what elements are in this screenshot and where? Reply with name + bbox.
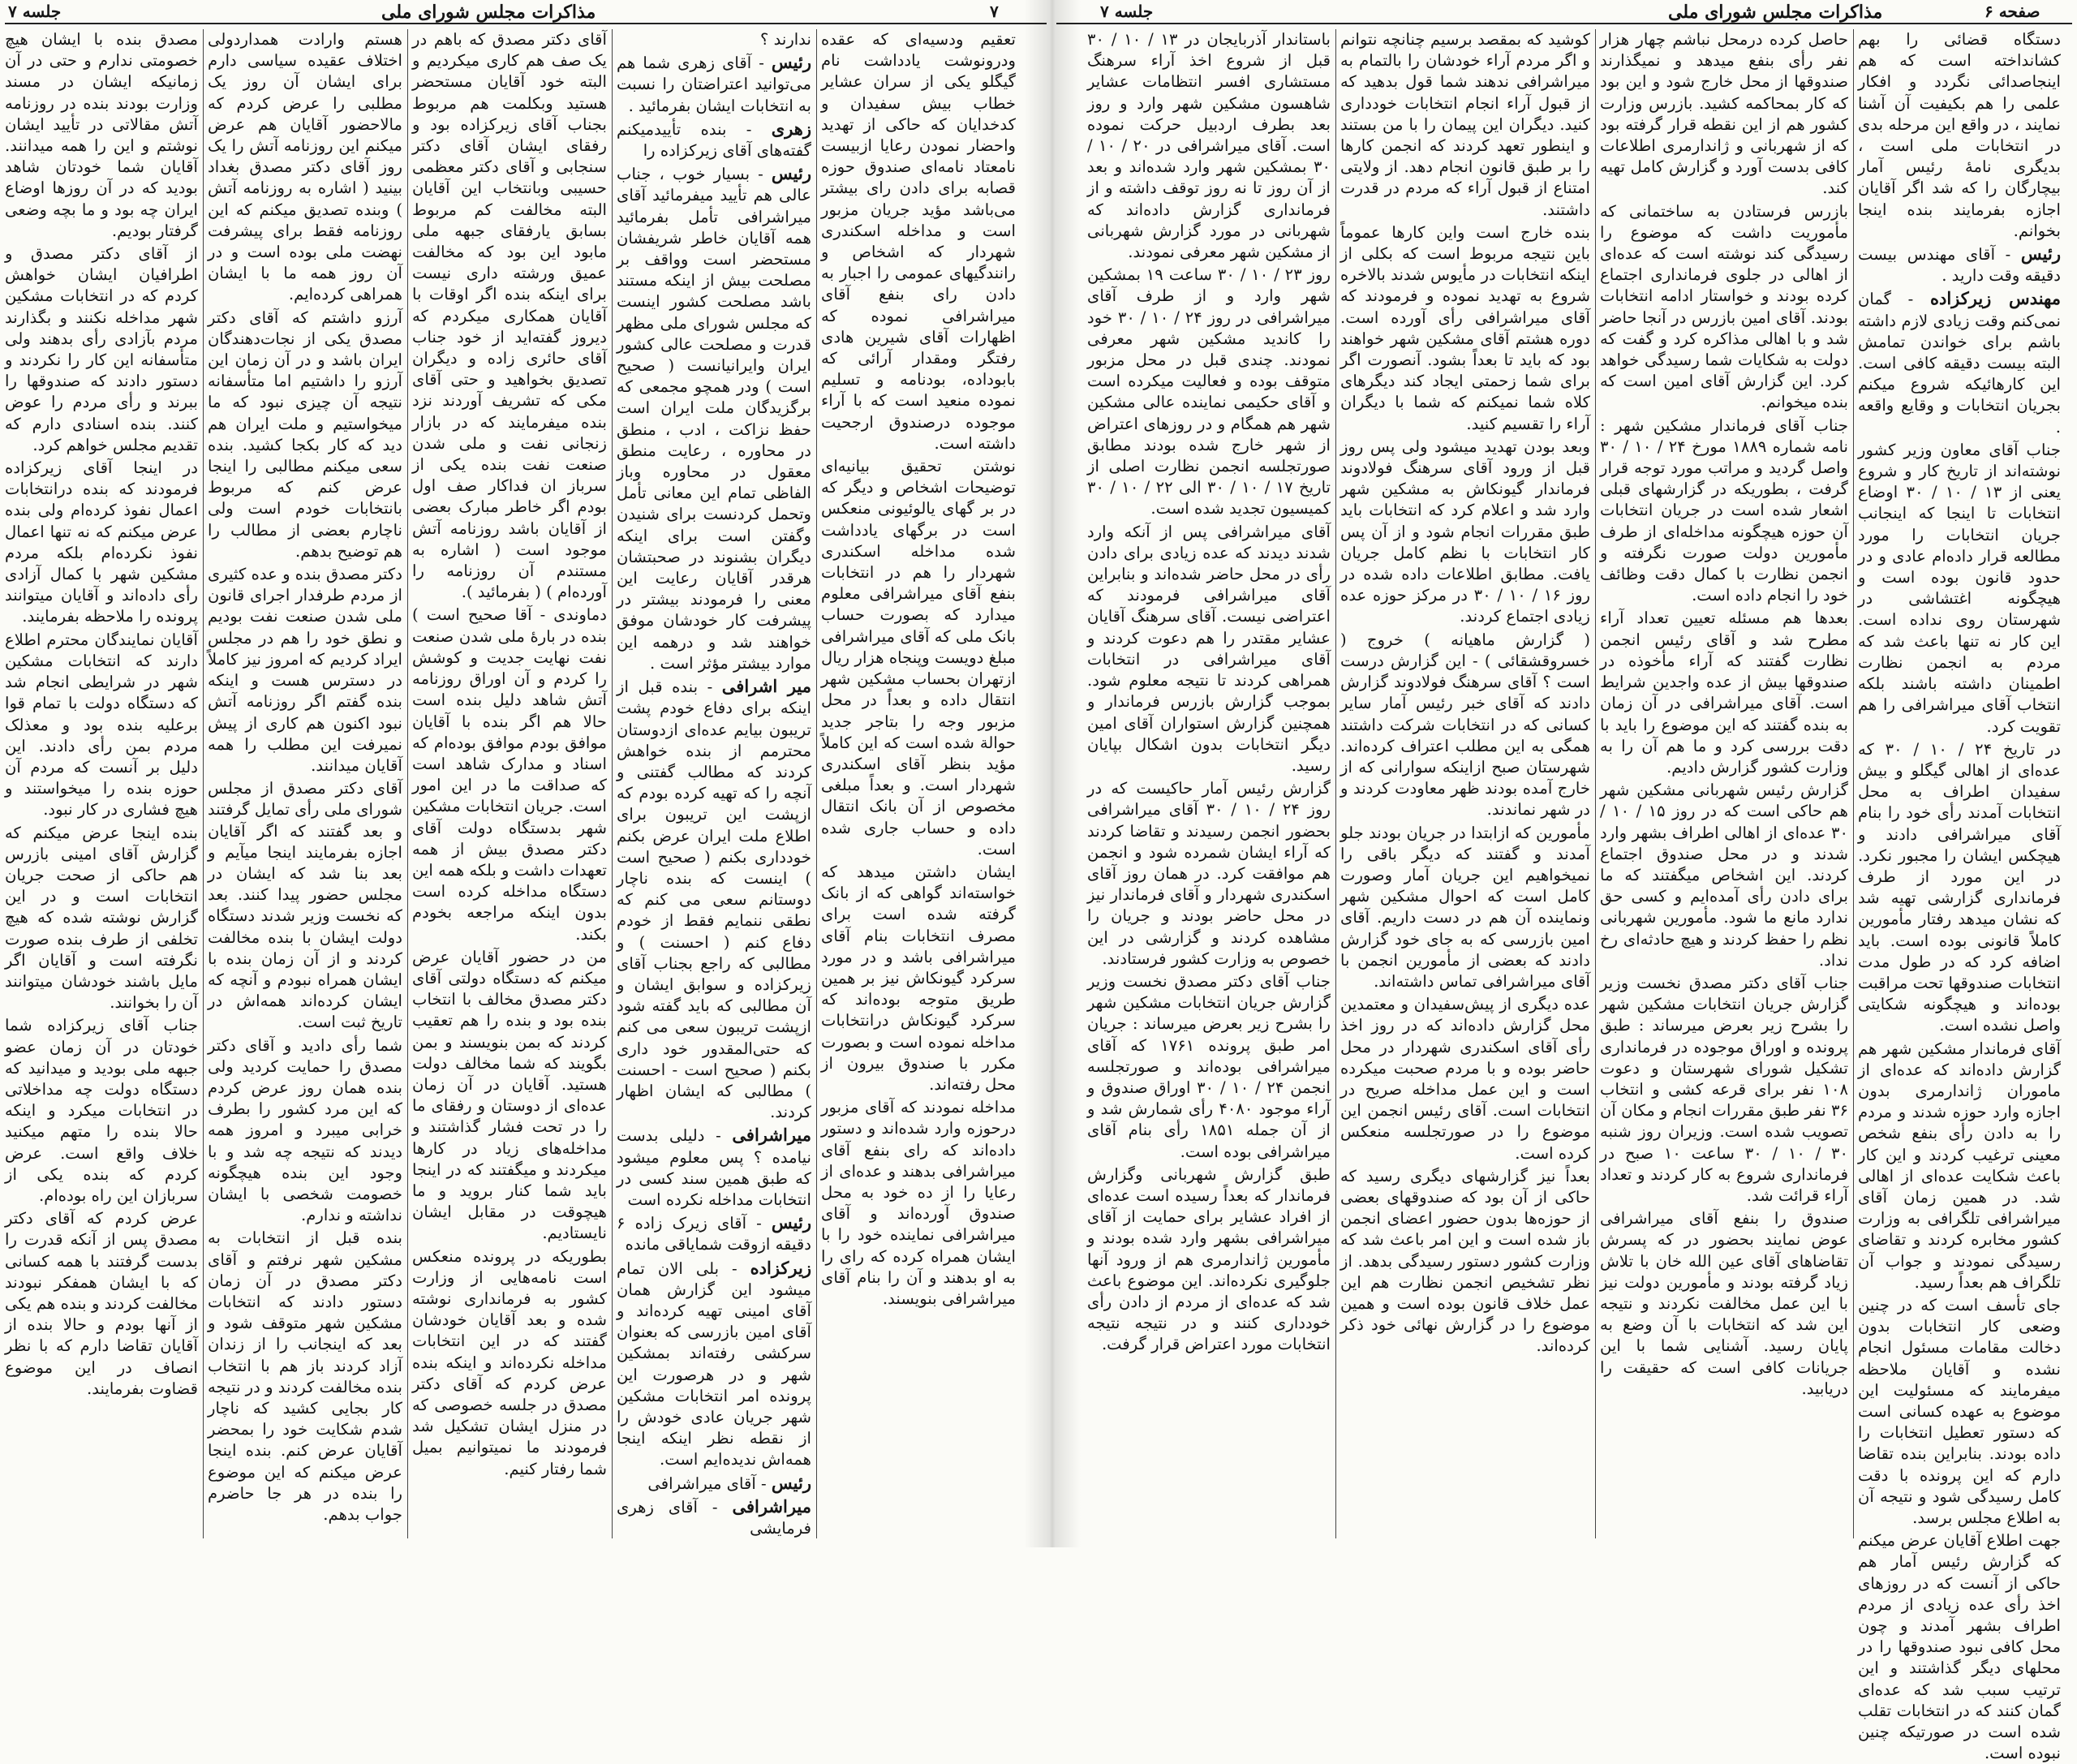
paragraph bbox=[1340, 1166, 1590, 1357]
paragraph bbox=[821, 1097, 1016, 1310]
paragraph-text: عده دیگری از پیش‌سفیدان و معتمدین محل گزارش داده‌اند که در روز اخذ رأی آقای اسکندری شهردار در محل حاضر بوده و با مردم صحبت میکرده است و این عمل مداخله صریح در انتخابات است. آقای رئیس انجمن این موضوع را در صورتجلسه منعکس کرده است. bbox=[1340, 995, 1590, 1163]
column-divider bbox=[1595, 29, 1596, 1538]
paragraph bbox=[617, 29, 811, 50]
paragraph-text: عرض کردم که آقای دکتر مصدق پس از آنکه قدرت را بدست گرفتند با همه کسانی که با ایشان همفکر نبودند مخالفت کردند و بنده هم یکی از آنها بودم و حالا بنده از آقایان تقاضا دارم که با نظر انصاف در این موضوع قضاوت بفرمایند. bbox=[5, 1209, 198, 1398]
paragraph bbox=[5, 1208, 198, 1400]
paragraph-text: شما رأی دادید و آقای دکتر مصدق را حمایت کردید ولی بنده همان روز عرض کردم که این مرد کشور را بطرف خرابی میبرد و امروز همه دیدند که نتیجه چه شد و با وجود این بنده هیچگونه خصومت شخصی با ایشان نداشته و ندارم. bbox=[208, 1035, 402, 1225]
paragraph-text: گزارش رئیس آمار حاکیست که در روز ۲۴ / ۱۰ / ۳۰ آقای میراشرافی بحضور انجمن رسیدند و تقاضا کردند که آراء ایشان شمرده شود و انجمن هم موافقت کرد. در همان روز آقای اسکندری شهردار و آقای فرماندار نیز در محل حاضر بودند و جریان را مشاهده کردند و گزارشی در این خصوص به وزارت کشور فرستادند. bbox=[1087, 779, 1331, 968]
paragraph bbox=[1087, 522, 1331, 777]
paragraph bbox=[1087, 778, 1331, 970]
right-column-4 bbox=[1087, 29, 1331, 1538]
paragraph bbox=[821, 456, 1016, 860]
paragraph-text: دماوندی - آقا صحیح است ) بنده در بارهٔ ملی شدن صنعت نفت نهایت جدیت و کوشش را کردم و آن اوراق روزنامه آتش شاهد دلیل بنده است حالا هم اگر بنده با آقایان موافق بودم موافق بوده‌ام که اسناد و مدارک شاهد است که صداقت ما در این امور است. جریان انتخابات مشکین شهر بدستگاه دولت آقای دکتر مصدق بیش از همه تعهدات داشت و بلکه همه این دستگاه مداخله کرده است بدون اینکه مراجعه بخودم بکند. bbox=[412, 605, 607, 944]
paragraph-text: تعقیم ودسیه‌ای که عقده ودرونوشت یادداشت نام گیگلو یکی از سران عشایر خطاب بیش سفیدان و کدخدایان که حاکی از تهدید واحضار نمودن رعایا ازبیست نامعتاد نامه‌ای صندوق حوزه قصابه برای دادن رای بیشتر می‌باشد مؤید جریان مزبور است و مداخله اسکندری شهردار که اشخاص و رانندگیهای عمومی را اجبار به دادن رای بنفع آقای میراشرافی نموده که اظهارات آقای شیرین هادی رفتگر ومقدار آرائی که بابوداده، بودنامه و تسلیم نموده منعید است که با آراء موجوده درصندوق ارجحیت داشته است. bbox=[821, 30, 1016, 453]
paragraph bbox=[1340, 630, 1590, 821]
speaker-name: میراشرافی bbox=[732, 1125, 811, 1146]
paragraph bbox=[617, 1258, 811, 1471]
paragraph-text: آقای دکتر مصدق از مجلس شورای ملی رأی تمایل گرفتند و بعد گفتند که اگر آقایان اجازه بفرمایند اینجا میآیم و بعد بنا شد که ایشان در مجلس حضور پیدا کنند. بعد که نخست وزیر شدند دستگاه دولت ایشان با بنده مخالفت کردند و از آن زمان بنده با ایشان همراه نبودم و آنچه که ایشان کرده‌اند همه‌اش در تاریخ ثبت است. bbox=[208, 779, 402, 1032]
column-divider bbox=[407, 29, 408, 1538]
left-header-rule bbox=[5, 23, 1047, 24]
right-column-2 bbox=[1600, 29, 1848, 1538]
paragraph bbox=[1600, 973, 1848, 1207]
paragraph-text: - دلیلی بدست نیامده ؟ پس معلوم میشود که طبق همین سند کسی در انتخابات مداخله نکرده است bbox=[617, 1126, 811, 1209]
paragraph-text: - آقای زیرک زاده ۶ دقیقه ازوقت شمایاقی مانده bbox=[617, 1214, 811, 1254]
column-divider bbox=[816, 29, 817, 1538]
right-column-3 bbox=[1340, 29, 1590, 1538]
paragraph bbox=[208, 564, 402, 777]
paragraph-text: وبعد بودن تهدید میشود ولی پس روز قبل از ورود آقای سرهنگ فولادوند فرماندار گیونکاش به مشکین شهر وارد شد و اعلام کرد که انتخابات باید طبق مقررات انجام شود و از آن پس کار انتخابات با نظم کامل جریان یافت. مطابق اطلاعات داده شده در روز ۱۶ / ۱۰ / ۳۰ در مرکز حوزه عده زیادی اجتماع کردند. bbox=[1340, 437, 1591, 626]
paragraph bbox=[208, 29, 402, 306]
right-page-session: جلسه ۷ bbox=[1100, 2, 1154, 21]
paragraph-text: - بسیار خوب ، جناب عالی هم تأیید میفرمائید آقای میراشرافی تأمل بفرمائید همه آقایان خاطر شریفشان مستحضر است وواقف بر مصلحت بیش از اینکه مستند باشد مصلحت کشور اینست که مجلس شورای ملی مظهر قدرت و مصلحت عالی کشور ایران وایرانیانست ( صحیح است ) ودر همچو مجمعی که برگزیدگان ملت ایران است حفظ نزاکت ، ادب ، منطق در محاوره ، رعایت منطق معقول در محاوره وباز الفاظی تمام این معانی تأمل وتحمل کردنست برای شنیدن وگفتن است برای اینکه دیگران بشنوند در صحبتشان هرقدر آقایان رعایت این معنی را فرمودند بیشتر در پیشرفت کار خودشان موفق خواهند شد و درهمه این موارد بیشتر مؤثر است . bbox=[617, 165, 811, 673]
paragraph bbox=[412, 947, 607, 1245]
paragraph-text: مداخله نمودند که آقای مزبور درحوزه وارد شده‌اند و دستور داده‌اند که رای بنفع آقای میراشرافی بدهند و عده‌ای از رعایا را از ده خود به محل صندوق آورده‌اند و آقای میراشرافی نماینده خود را با ایشان همراه کرده که رای را به او بدهند و آن را بنام آقای میراشرافی بنویسند. bbox=[821, 1098, 1016, 1308]
paragraph bbox=[208, 1228, 402, 1525]
paragraph bbox=[208, 1035, 402, 1227]
speaker-name: میر اشرافی bbox=[721, 676, 811, 697]
paragraph bbox=[1340, 222, 1590, 435]
paragraph-text: مأمورین که ازابتدا در جریان بودند جلو آمدند و گفتند که دیگر باقی را نمیخواهیم این جریان آمار وصورت کامل است که احوال مشکین شهر ونماینده آن هم در دست داریم. آقای امین بازرسی که به جای خود گزارش دادند که بعضی از مأمورین انجمن با آقای میراشرافی تماس داشته‌اند. bbox=[1340, 823, 1590, 991]
paragraph-text: - گمان نمی‌کنم وقت زیادی لازم داشته باشم برای خواندن تمامش البته بیست دقیقه کافی است. این کارهائیکه شروع میکنم بجریان انتخابات و وقایع واقعه . bbox=[1858, 290, 2061, 437]
paragraph-text: جناب آقای معاون وزیر کشور نوشته‌اند از تاریخ کار و شروع یعنی از ۱۳ / ۱۰ / ۳۰ اوضاع انتخابات تا اینجا که اینجانب جریان انتخابات را مورد مطالعه قرار داده‌ام عادی و در حدود قانون بوده است و هیچگونه اغتشاشی در شهرستان روی نداده است. این کار نه تنها باعث شد که مردم به انجمن نظارت اطمینان داشته باشند بلکه انتخاب آقای میراشرافی را هم تقویت کرد. bbox=[1858, 440, 2062, 736]
paragraph-text: دکتر مصدق بنده و عده کثیری از مردم طرفدار اجرای قانون ملی شدن صنعت نفت بودیم و نطق خود را هم در مجلس ایراد کردیم که امروز نیز کاملاً در دسترس هست و اینکه بنده گفتم اگر روزنامه آتش نبود اکنون هم کاری از پیش نمیرفت این مطلب را همه آقایان میدانند. bbox=[208, 565, 402, 775]
paragraph bbox=[617, 1125, 811, 1211]
paragraph bbox=[5, 823, 198, 1014]
paragraph-text: - بنده تأییدمیکنم گفته‌های آقای زیرکزاده را bbox=[617, 119, 811, 161]
left-column-2 bbox=[617, 29, 811, 1538]
left-page-title: مذاکرات مجلس شورای ملی bbox=[381, 2, 596, 23]
paragraph-text: جهت اطلاع آقایان عرض میکنم که گزارش رئیس آمار هم حاکی از آنست که در روزهای اخذ رأی عده زیادی از مردم اطراف بشهر آمدند و چون محل کافی نبود صندوقها را در محلهای دیگر گذاشتند و این ترتیب سبب شد که عده‌ای گمان کنند که در انتخابات تقلب شده است در صورتیکه چنین نبوده است. bbox=[1858, 1531, 2061, 1763]
paragraph-text: طبق گزارش شهربانی وگزارش فرماندار که بعداً رسیده است عده‌ای از افراد عشایر برای حمایت از آقای میراشرافی بشهر وارد شده بودند و مأمورین ژاندارمری هم از ورود آنها جلوگیری نکرده‌اند. این موضوع باعث شد که عده‌ای از مردم از دادن رأی خودداری کنند و در نتیجه نتیجه انتخابات مورد اعتراض قرار گرفت. bbox=[1087, 1164, 1331, 1354]
paragraph bbox=[5, 458, 198, 628]
paragraph bbox=[1858, 1530, 2061, 1764]
paragraph-text: من در حضور آقایان عرض میکنم که دستگاه دولتی آقای دکتر مصدق مخالف با انتخاب بنده بود و بنده را هم تعقیب کردند که بمن بنویسند و بمن بگویند که شما مخالف دولت هستید. آقایان در آن زمان عده‌ای از دوستان و رفقای ما را در تحت فشار گذاشتند و مداخله‌های زیاد در کارها میکردند و میگفتند که در اینجا باید شما کنار بروید و ما هیچوقت در مقابل ایشان نایستادیم. bbox=[412, 947, 607, 1243]
paragraph-text: جناب آقای دکتر مصدق نخست وزیر گزارش جریان انتخابات مشکین شهر را بشرح زیر بعرض میرساند : طبق پرونده و اوراق موجوده در فرمانداری تشکیل شورای شهرستان و دعوت ۱۰۸ نفر برای قرعه کشی و انتخاب ۳۶ نفر طبق مقررات انجام و مکان آن تصویب شده است. وزیران روز شنبه ۳۰ / ۱۰ / ۳۰ ساعت ۱۰ صبح در فرمانداری شروع به کار کردند و تعداد آراء قرائت شد. bbox=[1600, 973, 1848, 1205]
paragraph bbox=[1858, 288, 2061, 437]
paragraph bbox=[821, 862, 1016, 1095]
paragraph bbox=[1858, 29, 2061, 242]
left-column-3 bbox=[412, 29, 607, 1538]
right-page-title: مذاکرات مجلس شورای ملی bbox=[1668, 2, 1883, 23]
paragraph-text: - بلی الان تمام میشود این گزارش همان آقای امینی تهیه کرده‌اند و آقای امین بازرسی که بعنوان سرکشی رفته‌اند بمشکین شهر و در هرصورت این پرونده امر انتخابات مشکین شهر جریان عادی خودش را از نقطه نظر اینکه اینجا همه‌اش ندیده‌ایم است. bbox=[617, 1258, 811, 1469]
paragraph bbox=[1600, 29, 1848, 200]
paragraph bbox=[1858, 440, 2061, 738]
right-page-number: صفحه ۶ bbox=[1985, 2, 2040, 21]
paragraph-text: بازرس فرستادن به ساختمانی که مأموریت داشت که موضوع را رسیدگی کند نوشته است که عده‌ای از اهالی در جلوی فرمانداری اجتماع کرده بودند و خواستار ادامه انتخابات بودند. آقای امین بازرس در آنجا حاضر شد و با اهالی مذاکره کرد و گفت که دولت به شکایات شما رسیدگی خواهد کرد. این گزارش آقای امین است که بنده میخوانم. bbox=[1600, 201, 1848, 412]
paragraph-text: کوشید که بمقصد برسیم چنانچه نتوانم و اگر مردم آراء خودشان را بالتمام به میراشرافی ندهند شما قول بدهید که از قبول آراء انجام انتخابات خودداری کنید. دیگران این پیمان را با من بستند و اینطور تعهد کردند که انجمن کارها را بر طبق قانون انجام دهد. از ولایتی امتناع از قبول آراء که مردم در قدرت داشتند. bbox=[1340, 30, 1590, 219]
paragraph bbox=[1600, 201, 1848, 414]
paragraph bbox=[5, 1015, 198, 1207]
speaker-name: رئیس bbox=[771, 52, 811, 73]
paragraph bbox=[1858, 1039, 2061, 1293]
paragraph bbox=[1600, 1208, 1848, 1400]
paragraph-text: آقای دکتر مصدق که باهم در یک صف هم کاری میکردیم و البته خود آقایان مستحضر هستید وبکلمت هم مربوط بجناب آقای زیرکزاده بود و رفقای ایشان آقای دکتر سنجابی و آقای دکتر معظمی حسیبی وبانتخاب این آقایان البته مخالفت کم مربوط بسابق یارفقای جبهه ملی مابود این بود که مخالفت عمیق ورشته داری نیست برای اینکه بنده اگر اوقات با آقایان همکاری میکردم که دیروز گفته‌اید از خود جناب آقای حائری زاده و دیگران تصدیق بخواهید و حتی آقای مکی که تشریف آوردند نزد بنده میفرمایند که در بازار زنجانی نفت و ملی شدن صنعت نفت بنده یکی از سرباز ان فداکار صف اول بودم اگر خاطر مبارک بعضی از آقایان باشد روزنامه آتش موجود است ( اشاره به مستندم آن روزنامه را آورده‌ام ) ( بفرمائید ). bbox=[412, 30, 607, 602]
paragraph bbox=[5, 29, 198, 242]
right-page-header bbox=[1051, 0, 2077, 23]
speaker-name: رئیس bbox=[771, 1472, 811, 1493]
paragraph-text: ایشان داشتن میدهد که خواسته‌اند گواهی که از بانک گرفته شده است برای مصرف انتخابات بنام آقای میراشرافی باشد و در مورد سرکرد گیونکاش نیز بر همین طریق متوجه بوده‌اند که سرکرد گیونکاش درانتخابات مداخله نموده است و بصورت مکرر با صندوق بیرون از محل رفته‌اند. bbox=[821, 862, 1016, 1094]
left-column-4 bbox=[208, 29, 402, 1538]
left-page-header bbox=[0, 0, 1051, 23]
paragraph-text: مصدق بنده با ایشان هیچ خصومتی ندارم و حتی در آن زمانیکه ایشان در مسند وزارت بودند بنده در روزنامه آتش مقالاتی در تأیید ایشان نوشتم و این را همه میدانند. آقایان شما خودتان شاهد بودید که در آن روزها اوضاع ایران چه بود و ما بچه وضعی گرفتار بودیم. bbox=[5, 30, 198, 240]
paragraph-text: بنده قبل از انتخابات به مشکین شهر نرفتم و آقای دکتر مصدق در آن زمان دستور دادند که انتخابات مشکین شهر متوقف شود و بعد که اینجانب را از زندان آزاد کردند باز هم با انتخاب بنده مخالفت کردند و در نتیجه کار بجایی کشید که ناچار شدم شکایت خود را بمحضر آقایان عرض کنم. بنده اینجا عرض میکنم که این موضوع را بنده در هر جا حاضرم جواب بدهم. bbox=[208, 1228, 402, 1525]
paragraph-text: جناب آقای دکتر مصدق نخست وزیر گزارش جریان انتخابات مشکین شهر را بشرح زیر بعرض میرساند : جریان امر طبق پرونده ۱۷۶۱ که آقای میراشرافی بوده‌اند و صورتجلسه انجمن ۲۴ / ۱۰ / ۳۰ اوراق صندوق و آراء موجود ۴۰۸۰ رأی شمارش شد و از آن جمله ۱۸۵۱ رأی بنام آقای میراشرافی بوده است. bbox=[1087, 971, 1331, 1161]
paragraph bbox=[208, 308, 402, 562]
paragraph-text: آقای میراشرافی پس از آنکه وارد شدند دیدند که عده زیادی برای دادن رأی در محل حاضر شده‌اند و بنابراین آقای میراشرافی فرمودند که اعتراضی نیست. آقای سرهنگ آقایان عشایر مقتدر را هم دعوت کردند و آقای میراشرافی در انتخابات همراهی کردند تا نتیجه معلوم شود. بموجب گزارش بازرس فرماندار و همچنین گزارش استواران آقای امین دیگر انتخابات بدون اشکال بپایان رسید. bbox=[1087, 522, 1331, 775]
left-page-number: ۷ bbox=[990, 2, 999, 21]
paragraph-text: آقای فرماندار مشکین شهر هم گزارش داده‌اند که عده‌ای از ماموران ژاندارمری بدون اجازه وارد حوزه شدند و مردم را به دادن رأی بنفع شخص معینی ترغیب کردند و این کار باعث شکایت عده‌ای از اهالی شد. در همین زمان آقای میراشرافی تلگرافی به وزارت کشور مخابره کردند و تقاضای رسیدگی نمودند و جواب آن تلگراف هم بعداً رسید. bbox=[1858, 1039, 2061, 1292]
paragraph bbox=[1600, 415, 1848, 607]
binding-gutter bbox=[1024, 0, 1081, 1547]
paragraph bbox=[5, 630, 198, 821]
paragraph bbox=[1340, 437, 1590, 628]
paragraph-text: باستاندار آذربایجان در ۱۳ / ۱۰ / ۳۰ قبل از شروع اخذ آراء سرهنگ مستشاری افسر انتظامات عشایر شاهسون مشکین شهر وارد و روز بعد بطرف اردبیل حرکت نموده است. آقای میراشرافی در ۲۰ / ۱۰ / ۳۰ بمشکین شهر وارد شده‌اند و بعد از آن روز تا نه روز توقف داشته و از فرمانداری گزارش داده‌اند که شهربانی در مورد گزارش شهربانی از مشکین شهر معرفی نمودند. bbox=[1087, 30, 1331, 262]
paragraph bbox=[5, 243, 198, 456]
paragraph-text: حاصل کرده درمحل نباشم چهار هزار نفر رأی بنفع میدهد و نمیگذارند صندوقها از محل خارج شود و این بود که کار بمحاکمه کشید. بازرس وزارت کشور هم از این نقطه قرار گرفته بود که از شهربانی و ژاندارمری اطلاعات کافی بدست آورد و گزارش کامل تهیه کند. bbox=[1600, 30, 1848, 198]
paragraph bbox=[1087, 971, 1331, 1163]
paragraph bbox=[1858, 243, 2061, 286]
speaker-name: رئیس bbox=[771, 1212, 811, 1233]
paragraph bbox=[617, 1496, 811, 1539]
paragraph bbox=[617, 1212, 811, 1255]
paragraph bbox=[617, 52, 811, 117]
paragraph-text: آقایان نمایندگان محترم اطلاع دارند که انتخابات مشکین شهر در شرایطی انجام شد که دستگاه دولت با تمام قوا برعلیه بنده بود و معذلک مردم بمن رأی دادند. این دلیل بر آنست که مردم آن حوزه بنده را میخواستند و هیچ فشاری در کار نبود. bbox=[5, 630, 198, 820]
paragraph bbox=[617, 1473, 811, 1495]
paragraph bbox=[1340, 29, 1590, 221]
paragraph-text: دستگاه قضائی را بهم کشانداخته است که هم اینجاصدائی نگردد و افکار علمی را هم بکیفیت آن آشنا نمایند ، در واقع این مرحله بدی در انتخابات ملی است ، بدیگری نامهٔ رئیس آمار بیچارگان را که شد اگر آقایان اجازه بفرمایند بنده اینجا بخوانم. bbox=[1858, 30, 2061, 240]
paragraph-text: - آقای زهری شما هم می‌توانید اعتراضتان را نسبت به انتخابات ایشان بفرمائید . bbox=[617, 54, 811, 115]
paragraph-text: جناب آقای فرماندار مشکین شهر : نامه شماره ۱۸۸۹ مورخ ۲۴ / ۱۰ / ۳۰ واصل گردید و مراتب مورد توجه قرار گرفت ، بطوریکه در گزارشهای قبلی اشعار شده است در جریان انتخابات آن حوزه هیچگونه مداخله‌ای از طرف مأمورین دولت صورت نگرفته و انجمن نظارت با کمال دقت وظائف خود را انجام داده است. bbox=[1600, 415, 1848, 605]
paragraph bbox=[617, 118, 811, 161]
speaker-name: میراشرافی bbox=[732, 1495, 812, 1517]
paragraph bbox=[617, 676, 811, 1123]
paragraph bbox=[1858, 739, 2061, 1037]
column-divider bbox=[203, 29, 204, 1538]
left-column-5 bbox=[5, 29, 198, 1538]
column-divider bbox=[1853, 29, 1854, 1538]
speaker-name: رئیس bbox=[771, 163, 811, 184]
speaker-name: مهندس زیرکزاده bbox=[1929, 288, 2061, 309]
paragraph bbox=[1600, 608, 1848, 778]
paragraph bbox=[208, 778, 402, 1033]
paragraph bbox=[1087, 1164, 1331, 1356]
paragraph-text: بنده اینجا عرض میکنم که گزارش آقای امینی بازرس هم حاکی از صحت جریان انتخابات است و در این گزارش نوشته شده که هیچ تخلفی از طرف بنده صورت نگرفته است و آقایان اگر مایل باشند خودشان میتوانند آن را بخوانند. bbox=[5, 823, 198, 1013]
paragraph bbox=[412, 1246, 607, 1480]
paragraph-text: هستم وارادت همداردولی اختلاف عقیده سیاسی دارم برای ایشان آن روز یک مطلبی را عرض کردم که مالاحضور آقایان هم عرض میکنم این روزنامه آتش را یک روز آقای دکتر مصدق بغداد بینید ( اشاره به روزنامه آتش ) وبنده تصدیق میکنم که این روزنامه فقط برای پیشرفت نهضت ملی بوده است و در آن روز همه ما با ایشان همراهی کرده‌ایم. bbox=[208, 30, 402, 304]
paragraph-text: در اینجا آقای زیرکزاده فرمودند که بنده درانتخابات اعمال نفوذ کرده‌ام ولی بنده عرض میکنم که نه تنها اعمال نفوذ نکرده‌ام بلکه مردم مشکین شهر با کمال آزادی رأی داده‌اند و آقایان میتوانند پرونده را ملاحظه بفرمایند. bbox=[5, 458, 198, 626]
paragraph bbox=[1087, 29, 1331, 263]
paragraph-text: - آقای میراشرافی bbox=[647, 1474, 767, 1493]
paragraph bbox=[1600, 780, 1848, 971]
paragraph-text: - آقای مهندس بیست دقیقه وقت دارید . bbox=[1858, 245, 2061, 286]
paragraph bbox=[617, 163, 811, 674]
paragraph-text: - بنده قبل از اینکه برای دفاع خودم پشت تریبون بیایم عده‌ای ازدوستان محترمم از بنده خواهش کردند که مطالب گفتنی و آنچه را که تهیه کرده بودم که ازپشت این تریبون برای اطلاع ملت ایران عرض بکنم خودداری بکنم ( صحیح است ) اینست که بنده ناچار دوستانم سعی می کنم که نطقی ننمایم فقط از خودم دفاع کنم ( احسنت ) و مطالبی که راجع بجناب آقای زیرکزاده و سوابق ایشان و آن مطالبی که باید گفته شود ازپشت تریبون سعی می کنم که حتی‌المقدور خود داری بکنم ( صحیح است - احسنت ) مطالبی که ایشان اظهار کردند. bbox=[617, 678, 811, 1122]
paragraph bbox=[412, 604, 607, 944]
left-page bbox=[0, 0, 1051, 1547]
paragraph-text: نوشتن تحقیق بیانیه‌ای توضیحات اشخاص و دیگر که در بر گهای یالوئیونی منعکس است در برگهای یادداشت شده مداخله اسکندری شهردار را هم در انتخابات بنفع آقای میراشرافی معلوم میدارد که بصورت حساب بانک ملی که آقای میراشرافی مبلغ دویست وپنجاه هزار ریال ازتهران بحساب مشکین شهر انتقال داده و بعداً در محل مزبور وجه را بتاجر جدید حوالة شده است که این کاملاً مؤید بنظر آقای اسکندری شهردار است. و بعداً مبلغی مخصوص از آن بانک انتقال داده و حساب جاری شده است. bbox=[821, 457, 1016, 858]
paragraph bbox=[1858, 1295, 2061, 1529]
paragraph-text: بعداً نیز گزارشهای دیگری رسید که حاکی از آن بود که صندوقهای بعضی از حوزه‌ها بدون حضور اعضای انجمن باز شده است و این امر باعث شد که وزارت کشور دستور رسیدگی بدهد. از نظر تشخیص انجمن نظارت هم این عمل خلاف قانون بوده است و همین موضوع را در گزارش نهائی خود ذکر کرده‌اند. bbox=[1340, 1166, 1590, 1356]
paragraph-text: بطوریکه در پرونده منعکس است نامه‌هایی از وزارت کشور به فرمانداری نوشته شده و بعد آقایان خودشان گفتند که در این انتخابات مداخله نکرده‌اند و اینکه بنده عرض کردم که آقای دکتر مصدق در جلسه خصوصی که در منزل ایشان تشکیل شد فرمودند ما نمیتوانیم بمیل شما رفتار کنیم. bbox=[412, 1246, 607, 1478]
paragraph-text: ندارند ؟ bbox=[759, 30, 811, 49]
paragraph bbox=[1340, 994, 1590, 1164]
paragraph-text: - آقای زهری فرمایشی bbox=[617, 1497, 811, 1538]
right-header-rule bbox=[1056, 23, 2072, 24]
paragraph-text: صندوق را بنفع آقای میراشرافی عوض نمایند بحضور در که پسرش تقاضاهای آقای عین الله خان با تلاش زیاد گرفته بودند و مأمورین دولت نیز با این عمل مخالفت نکردند و نتیجه این شد که انتخابات با آن وضع به پایان رسید. آشنایی شما با این جریانات کافی است که حقیقت را دریابید. bbox=[1600, 1209, 1848, 1398]
paragraph-text: روز ۲۳ / ۱۰ / ۳۰ ساعت ۱۹ بمشکین شهر وارد و از طرف آقای میراشرافی در روز ۲۴ / ۱۰ / ۳۰ خود را کاندید مشکین شهر معرفی نمودند. چندی قبل در محل مزبور متوقف بوده و فعالیت میکرده است و آقای حکیمی نماینده عالی مشکین شهر هم همگام و در روزهای اعتراض از شهر خارج شده بودند مطابق صورتجلسه انجمن نظارت اصلی از تاریخ ۱۷ / ۱۰ / ۳۰ الی ۲۲ / ۱۰ / ۳۰ کمیسیون تجدید شده است. bbox=[1087, 265, 1331, 518]
column-divider bbox=[612, 29, 613, 1538]
paragraph-text: جای تأسف است که در چنین وضعی کار انتخابات بدون دخالت مقامات مسئول انجام نشده و آقایان ملاحظه میفرمایند که مسئولیت این موضوع به عهده کسانی است که دستور تعطیل انتخابات را داده بودند. بنابراین بنده تقاضا دارم که این پرونده با دقت کامل رسیدگی شود و نتیجه آن به اطلاع مجلس برسد. bbox=[1858, 1295, 2061, 1528]
left-page-session: جلسه ۷ bbox=[8, 2, 62, 21]
paragraph-text: از آقای دکتر مصدق و اطرافیان ایشان خواهش کردم که در انتخابات مشکین شهر مداخله نکنند و بگذارند مردم بآزادی رأی بدهند ولی متأسفانه این کار را نکردند و دستور دادند که صندوقها را ببرند و رأی مردم را عوض کنند. بنده اسنادی دارم که تقدیم مجلس خواهم کرد. bbox=[5, 244, 198, 454]
right-column-1 bbox=[1858, 29, 2062, 1763]
paragraph bbox=[1087, 265, 1331, 519]
column-divider bbox=[1335, 29, 1336, 1538]
paragraph-text: ( گزارش ماهیانه ) خروج ( خسروقشقائی ) - این گزارش درست است ؟ آقای سرهنگ فولادوند گزارش دادند که آقای خبر رئیس آمار سایر کسانی که در انتخابات شرکت داشتند همگی به این مطلب اعتراف کرده‌اند. شهرستان صبح ازاینکه سوارانی که از خارج آمده بودند ظهر معاودت کردند و در شهر نماندند. bbox=[1340, 630, 1590, 820]
paragraph-text: آرزو داشتم که آقای دکتر مصدق یکی از نجات‌دهندگان ایران باشد و در آن زمان این آرزو را داشتیم اما متأسفانه نتیجه آن چیزی نبود که ما میخواستیم و ملت ایران هم دید که کار بکجا کشید. بنده سعی میکنم مطالبی را اینجا عرض کنم که مربوط بانتخابات خودم است ولی ناچارم بعضی از مطالب را هم توضیح بدهم. bbox=[208, 308, 402, 561]
left-column-1 bbox=[821, 29, 1016, 1538]
paragraph bbox=[412, 29, 607, 603]
speaker-name: زهری bbox=[771, 118, 812, 139]
paragraph-text: بنده خارج است واین کارها عموماً باین نتیجه مربوط است که بکلی از اینکه انتخابات در مأیوس شدند بالاخره شروع به تهدید نموده و فرمودند که آقای میراشرافی رأی آورده است. دوره هشتم آقای مشکین شهر خواهند بود که باید تا بعداً بشود. آنصورت اگر برای شما زحمتی ایجاد کند دیگرهای کلاه شما نمیکنم که شما با دیگران آراء را تقسیم کنید. bbox=[1340, 222, 1590, 433]
speaker-name: زیرکزاده bbox=[750, 1257, 811, 1278]
right-page bbox=[1051, 0, 2077, 1763]
speaker-name: رئیس bbox=[2020, 243, 2061, 265]
paragraph bbox=[821, 29, 1016, 454]
paragraph-text: گزارش رئیس شهربانی مشکین شهر هم حاکی است که در روز ۱۵ / ۱۰ / ۳۰ عده‌ای از اهالی اطراف بشهر وارد شدند و در محل صندوق اجتماع کردند. این اشخاص میگفتند که ما برای دادن رأی آمده‌ایم و کسی حق ندارد مانع ما شود. مأمورین شهربانی نظم را حفظ کردند و هیچ حادثه‌ای رخ نداد. bbox=[1600, 781, 1848, 970]
paragraph-text: جناب آقای زیرکزاده شما خودتان در آن زمان عضو جبهه ملی بودید و میدانید که دستگاه دولت چه مداخلاتی در انتخابات میکرد و اینکه حالا بنده را متهم میکنید خلاف واقع است. عرض کردم که بنده یکی از سربازان این راه بوده‌ام. bbox=[5, 1016, 198, 1205]
paragraph-text: در تاریخ ۲۴ / ۱۰ / ۳۰ که عده‌ای از اهالی گیگلو و بیش سفیدان اطراف به محل انتخابات آمدند رأی خود را بنام آقای میراشرافی دادند و هیچکس ایشان را مجبور نکرد. در این مورد از طرف فرمانداری گزارشی تهیه شد که نشان میدهد رفتار مأمورین کاملاً قانونی بوده است. باید اضافه کرد که در طول مدت انتخابات صندوقها تحت مراقبت بوده‌اند و هیچگونه شکایتی واصل نشده است. bbox=[1858, 739, 2062, 1035]
paragraph-text: بعدها هم مسئله تعیین تعداد آراء مطرح شد و آقای رئیس انجمن نظارت گفتند که آراء مأخوذه در صندوقها بیش از عده واجدین شرایط است. آقای میراشرافی در آن زمان به بنده گفتند که این موضوع را باید با دقت بررسی کرد و ما هم آن را به وزارت کشور گزارش دادیم. bbox=[1600, 609, 1848, 777]
paragraph bbox=[1340, 823, 1590, 993]
